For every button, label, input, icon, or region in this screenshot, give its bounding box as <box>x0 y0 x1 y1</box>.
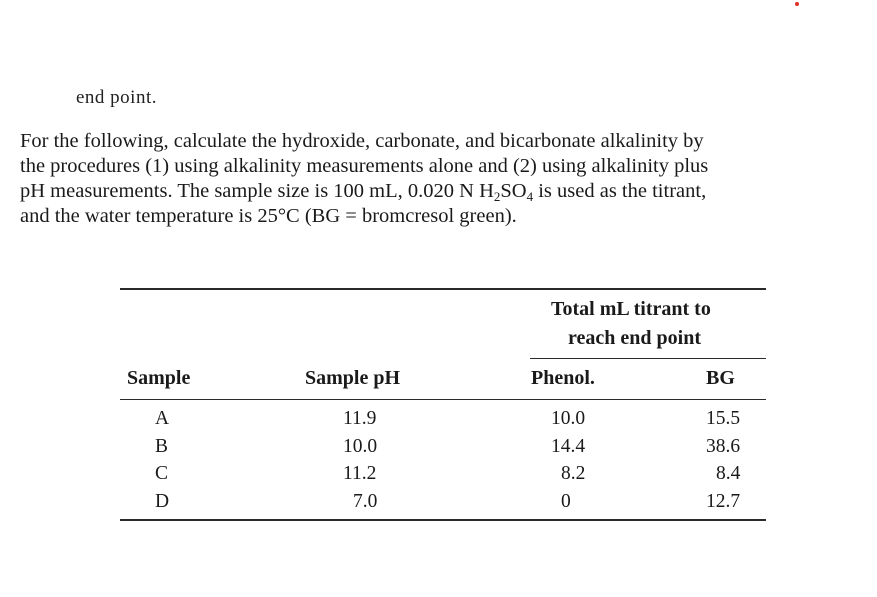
header-bottom-rule <box>120 399 766 400</box>
table-bottom-rule <box>120 519 766 521</box>
table-row-b-bg: 38.6 <box>706 436 741 457</box>
cut-off-text-content: end point. <box>76 87 157 108</box>
table-row-b-phenol: 14.4 <box>551 436 586 457</box>
problem-line-4: and the water temperature is 25°C (BG = bromcresol green). <box>20 205 517 227</box>
header-sample: Sample <box>127 367 191 389</box>
table-row-a-phenol: 10.0 <box>551 408 586 429</box>
group-header-line-2: reach end point <box>568 327 701 349</box>
table-row-d-phenol: 0 <box>561 491 571 512</box>
group-header-rule <box>530 358 766 359</box>
table-row-c-phenol: 8.2 <box>561 463 586 484</box>
problem-line-1: For the following, calculate the hydroxide, carbonate, and bicarbonate alkalinity by <box>20 130 704 152</box>
table-row-a-ph: 11.9 <box>343 408 377 429</box>
header-bg: BG <box>706 367 735 389</box>
group-header-line-1: Total mL titrant to <box>551 298 711 320</box>
table-row-c-sample: C <box>155 463 169 484</box>
header-sample-ph: Sample pH <box>305 367 401 389</box>
table-row-b-ph: 10.0 <box>343 436 378 457</box>
table-row-a-sample: A <box>155 408 170 429</box>
problem-line-3: pH measurements. The sample size is 100 mL, 0.020 N $H_2SO_4$ is used as the titrant, <box>20 180 707 204</box>
table-top-rule <box>120 288 766 290</box>
table-row-b-sample: B <box>155 436 169 457</box>
table-row-c-ph: 11.2 <box>343 463 377 484</box>
table-row-a-bg: 15.5 <box>706 408 741 429</box>
table-row-d-bg: 12.7 <box>706 491 741 512</box>
table-row-d-sample: D <box>155 491 170 512</box>
header-phenol: Phenol. <box>531 367 595 389</box>
table-row-d-ph: 7.0 <box>353 491 378 512</box>
table-row-c-bg: 8.4 <box>716 463 741 484</box>
red-dot-mark <box>795 2 799 6</box>
cut-off-text <box>76 87 186 108</box>
problem-line-2: the procedures (1) using alkalinity measurements alone and (2) using alkalinity plus <box>20 155 709 177</box>
problem-statement <box>20 129 860 229</box>
